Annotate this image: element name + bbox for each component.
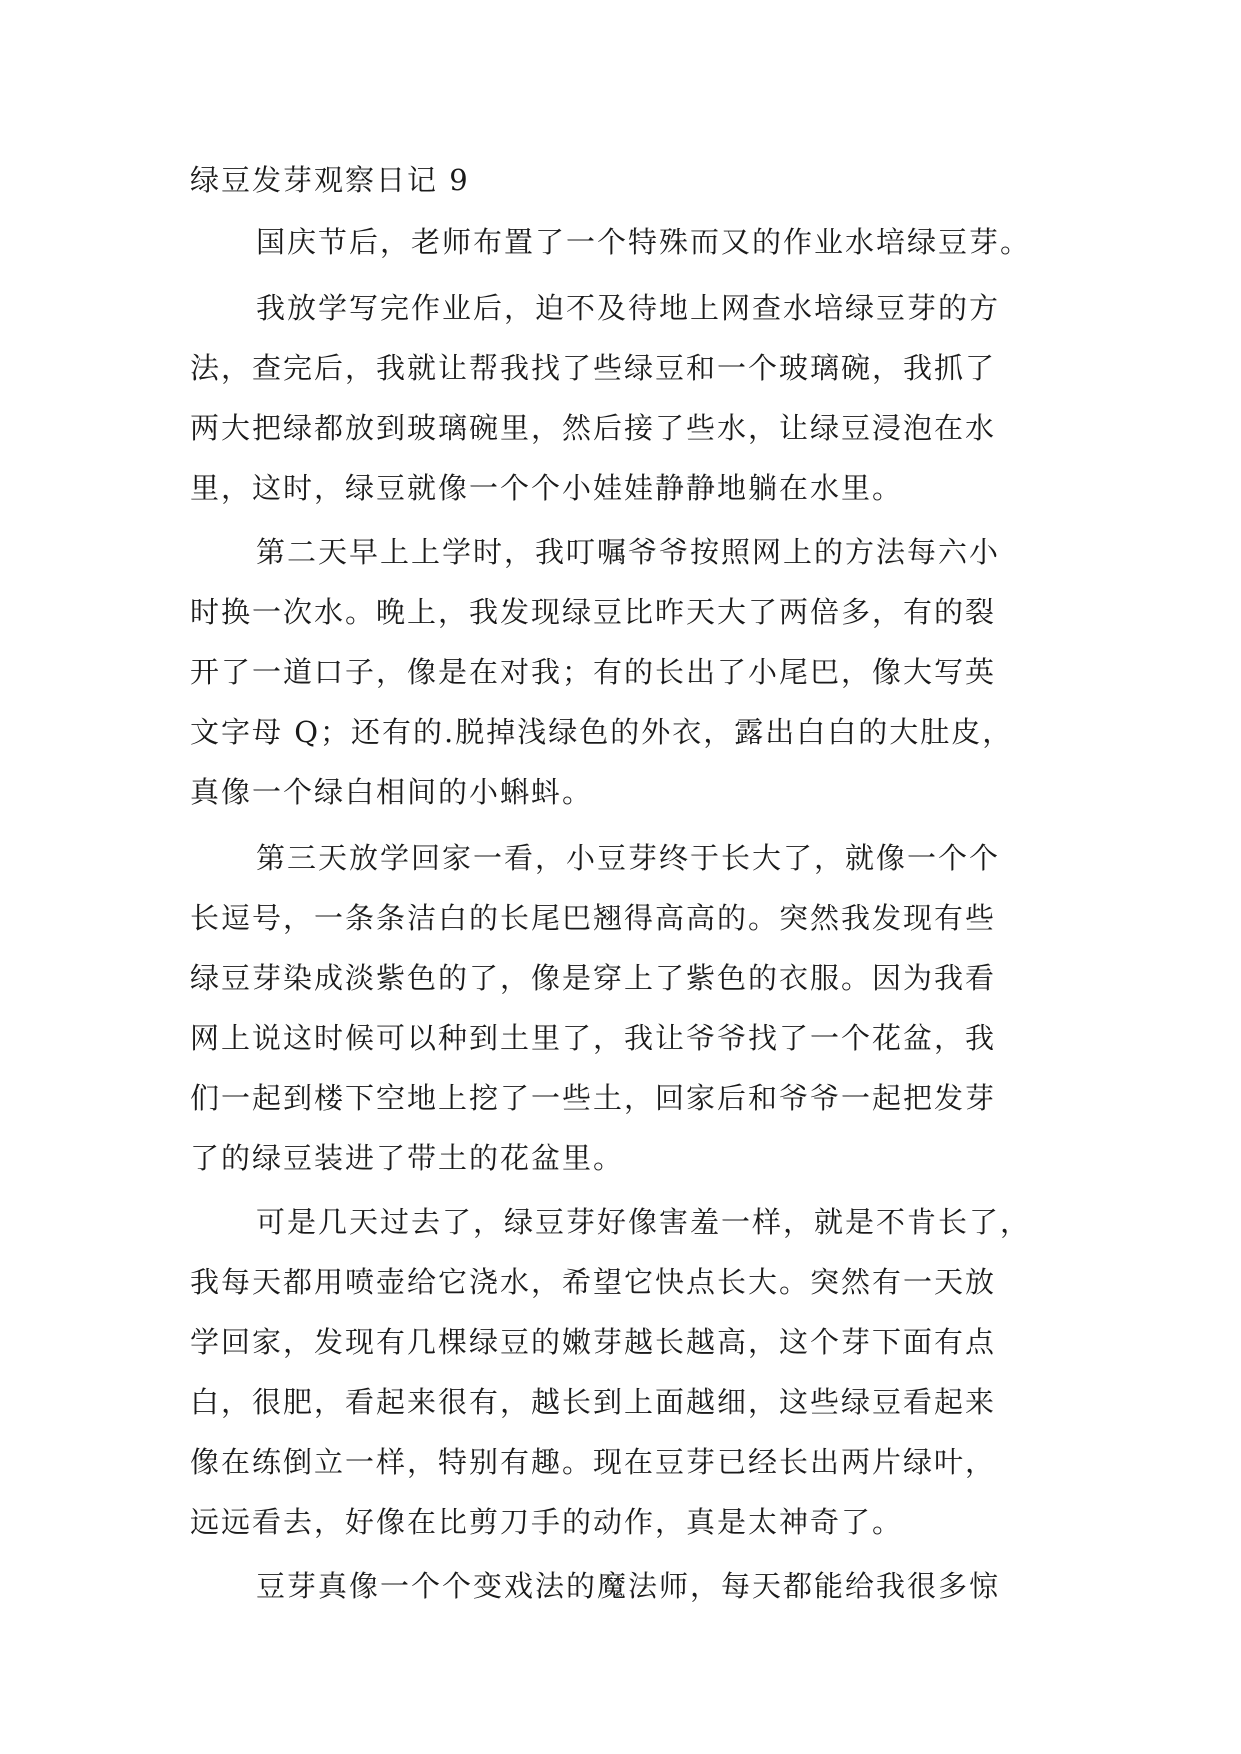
text-line: 网上说这时候可以种到土里了，我让爷爷找了一个花盆，我 <box>190 1021 997 1055</box>
text-line: 法，查完后，我就让帮我找了些绿豆和一个玻璃碗，我抓了 <box>190 351 997 385</box>
text-line: 我每天都用喷壶给它浇水，希望它快点长大。突然有一天放 <box>190 1265 997 1299</box>
text-line: 豆芽真像一个个变戏法的魔法师，每天都能给我很多惊 <box>256 1569 1001 1603</box>
text-line: 我放学写完作业后，迫不及待地上网查水培绿豆芽的方 <box>256 291 1001 325</box>
text-line: 学回家，发现有几棵绿豆的嫩芽越长越高，这个芽下面有点 <box>190 1325 997 1359</box>
text-line: 白，很肥，看起来很有，越长到上面越细，这些绿豆看起来 <box>190 1385 997 1419</box>
text-line: 们一起到楼下空地上挖了一些土，回家后和爷爷一起把发芽 <box>190 1081 997 1115</box>
text-line: 时换一次水。晚上，我发现绿豆比昨天大了两倍多，有的裂 <box>190 595 997 629</box>
text-line: 像在练倒立一样，特别有趣。现在豆芽已经长出两片绿叶， <box>190 1445 997 1479</box>
text-line: 国庆节后，老师布置了一个特殊而又的作业水培绿豆芽。 <box>256 225 1032 259</box>
text-line: 开了一道口子，像是在对我；有的长出了小尾巴，像大写英 <box>190 655 997 689</box>
text-line: 绿豆芽染成淡紫色的了，像是穿上了紫色的衣服。因为我看 <box>190 961 997 995</box>
text-line: 里，这时，绿豆就像一个个小娃娃静静地躺在水里。 <box>190 471 904 505</box>
text-line: 长逗号，一条条洁白的长尾巴翘得高高的。突然我发现有些 <box>190 901 997 935</box>
text-line: 可是几天过去了，绿豆芽好像害羞一样，就是不肯长了， <box>256 1205 1032 1239</box>
text-line: 文字母 Q；还有的.脱掉浅绿色的外衣，露出白白的大肚皮， <box>190 715 1014 749</box>
text-line: 第三天放学回家一看，小豆芽终于长大了，就像一个个 <box>256 841 1001 875</box>
text-line: 两大把绿都放到玻璃碗里，然后接了些水，让绿豆浸泡在水 <box>190 411 997 445</box>
text-line: 第二天早上上学时，我叮嘱爷爷按照网上的方法每六小 <box>256 535 1001 569</box>
text-line: 了的绿豆装进了带土的花盆里。 <box>190 1141 625 1175</box>
document-title: 绿豆发芽观察日记 9 <box>190 163 470 197</box>
text-line: 远远看去，好像在比剪刀手的动作，真是太神奇了。 <box>190 1505 904 1539</box>
text-line: 真像一个绿白相间的小蝌蚪。 <box>190 775 594 809</box>
